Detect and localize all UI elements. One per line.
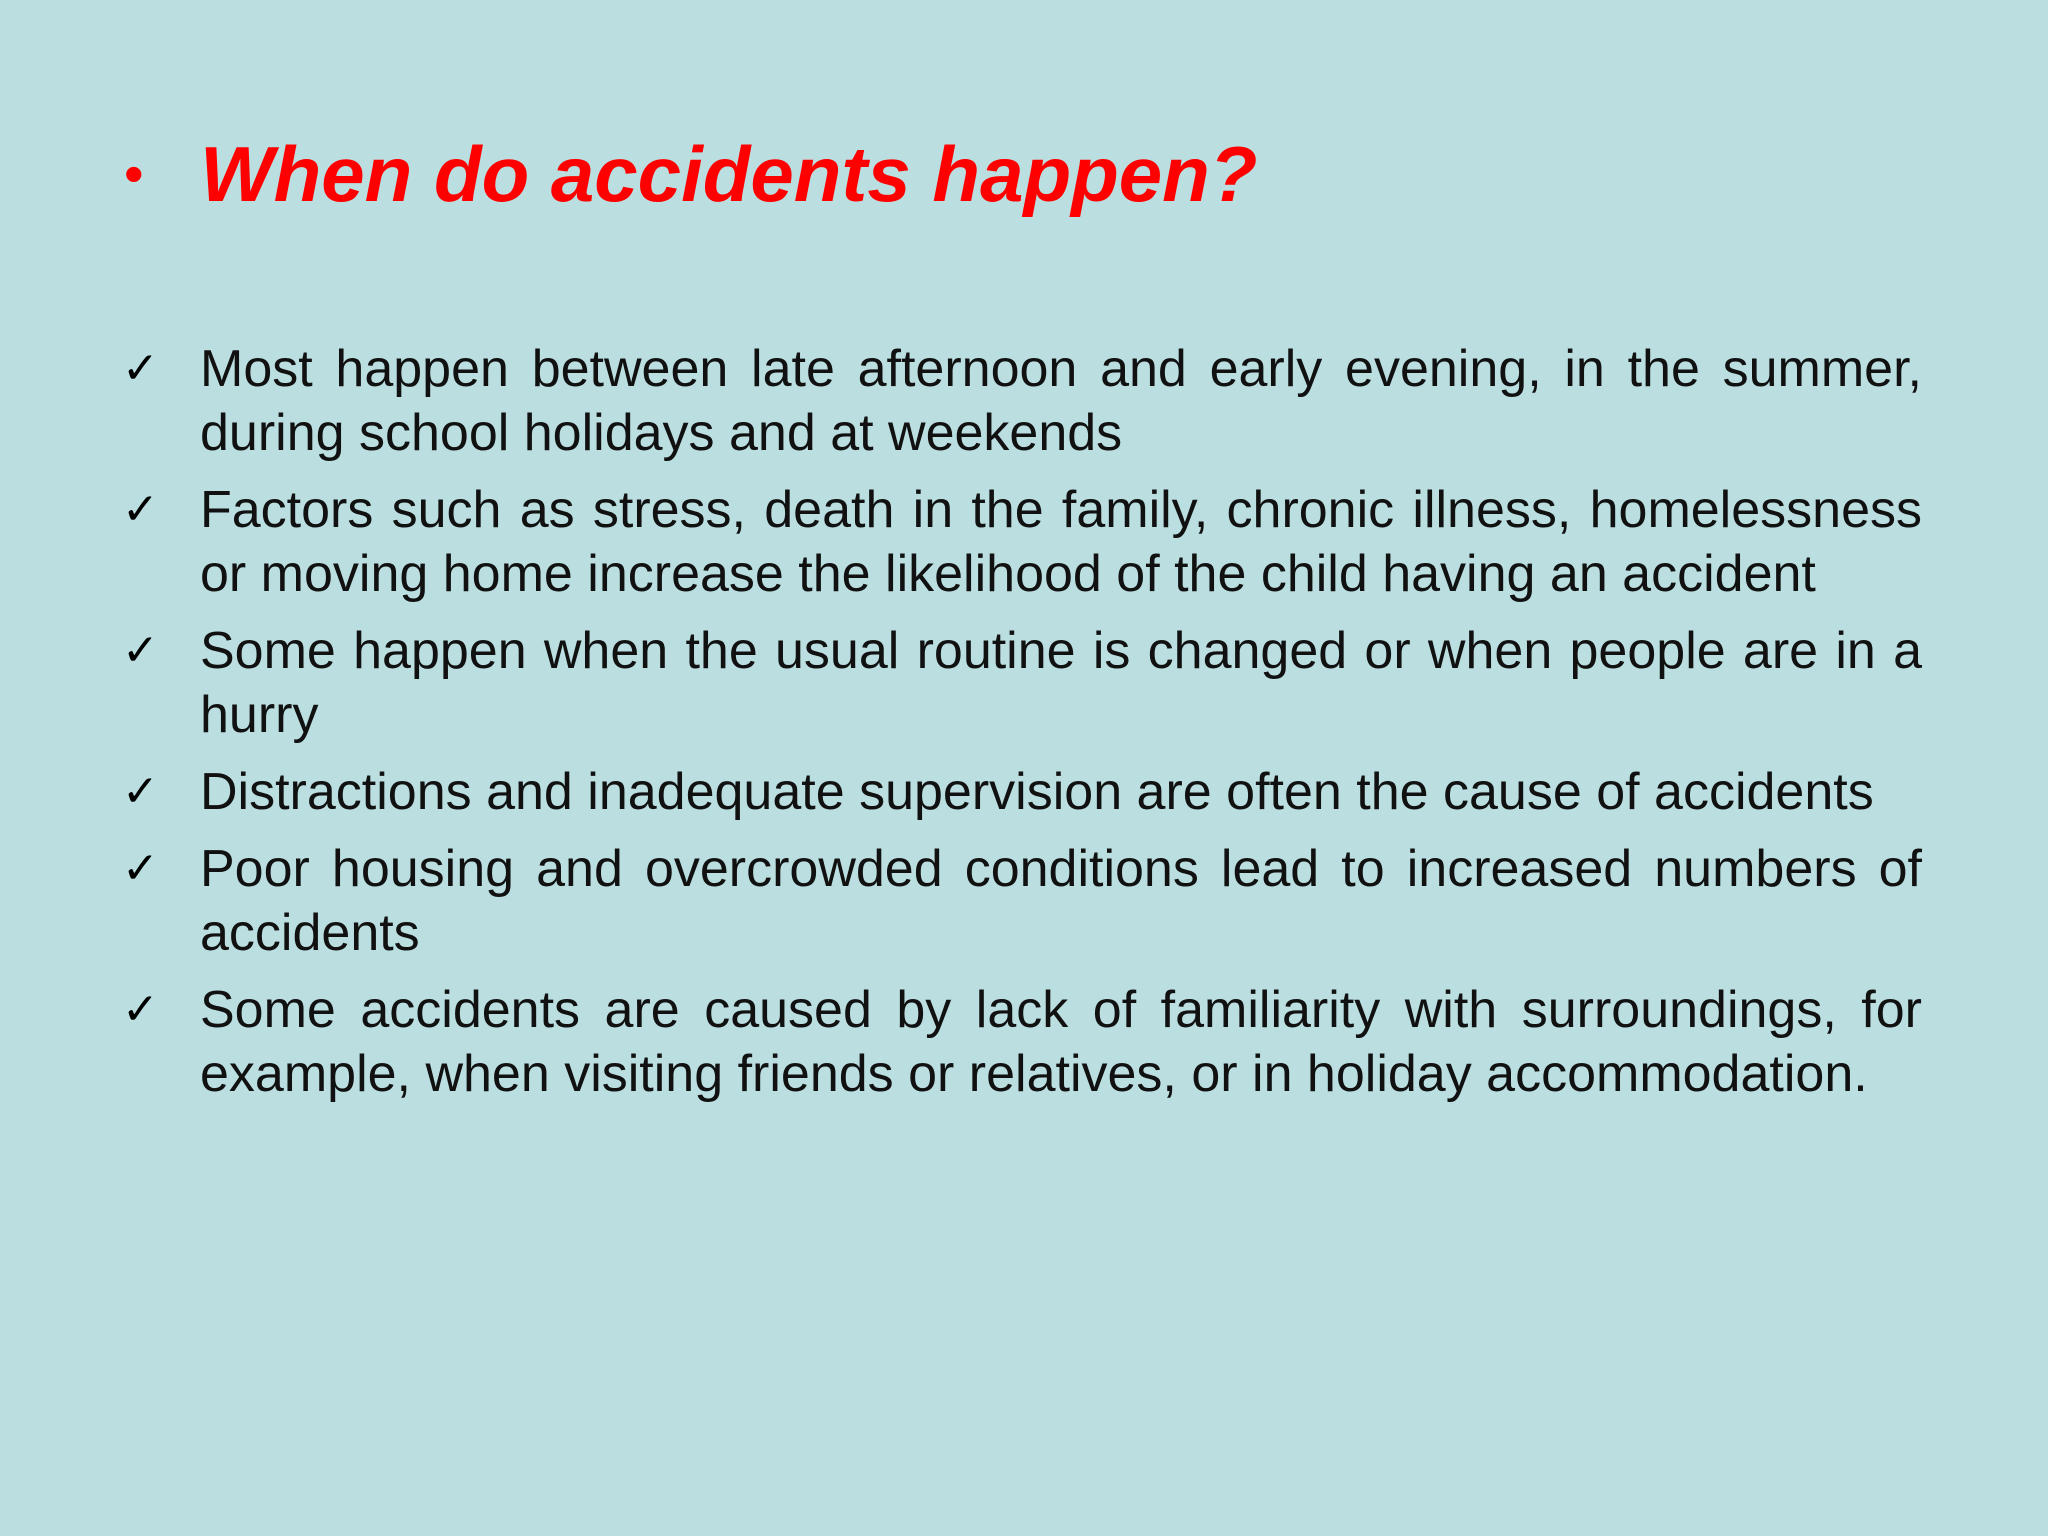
checkmark-icon: ✓ <box>122 343 159 394</box>
title-row <box>124 124 1257 224</box>
list-item-text: Poor housing and overcrowded conditions lead to increased numbers of accidents <box>200 840 1922 962</box>
checkmark-icon: ✓ <box>122 984 159 1035</box>
list-item <box>122 837 1922 965</box>
checkmark-icon: ✓ <box>122 484 159 535</box>
checkmark-icon: ✓ <box>122 625 159 676</box>
title-bullet: • <box>124 142 144 205</box>
list-item-text: Distractions and inadequate supervision are often the cause of accidents <box>200 763 1874 821</box>
list-item-text: Most happen between late afternoon and early evening, in the summer, during school holidays and at weekends <box>200 340 1922 462</box>
checkmark-icon: ✓ <box>122 843 159 894</box>
list-item <box>122 478 1922 606</box>
list-item <box>122 337 1922 465</box>
checkmark-icon: ✓ <box>122 766 159 817</box>
slide-title: When do accidents happen? <box>200 130 1258 218</box>
list-item-text: Factors such as stress, death in the family, chronic illness, homelessness or moving home increase the likelihood of the child having an accident <box>200 481 1922 603</box>
list-item-text: Some accidents are caused by lack of familiarity with surroundings, for example, when visiting friends or relatives, or in holiday accommodation. <box>200 981 1922 1103</box>
list-item <box>122 760 1922 824</box>
bullet-list <box>122 337 1922 1119</box>
list-item <box>122 978 1922 1106</box>
list-item-text: Some happen when the usual routine is changed or when people are in a hurry <box>200 622 1922 744</box>
list-item <box>122 619 1922 747</box>
